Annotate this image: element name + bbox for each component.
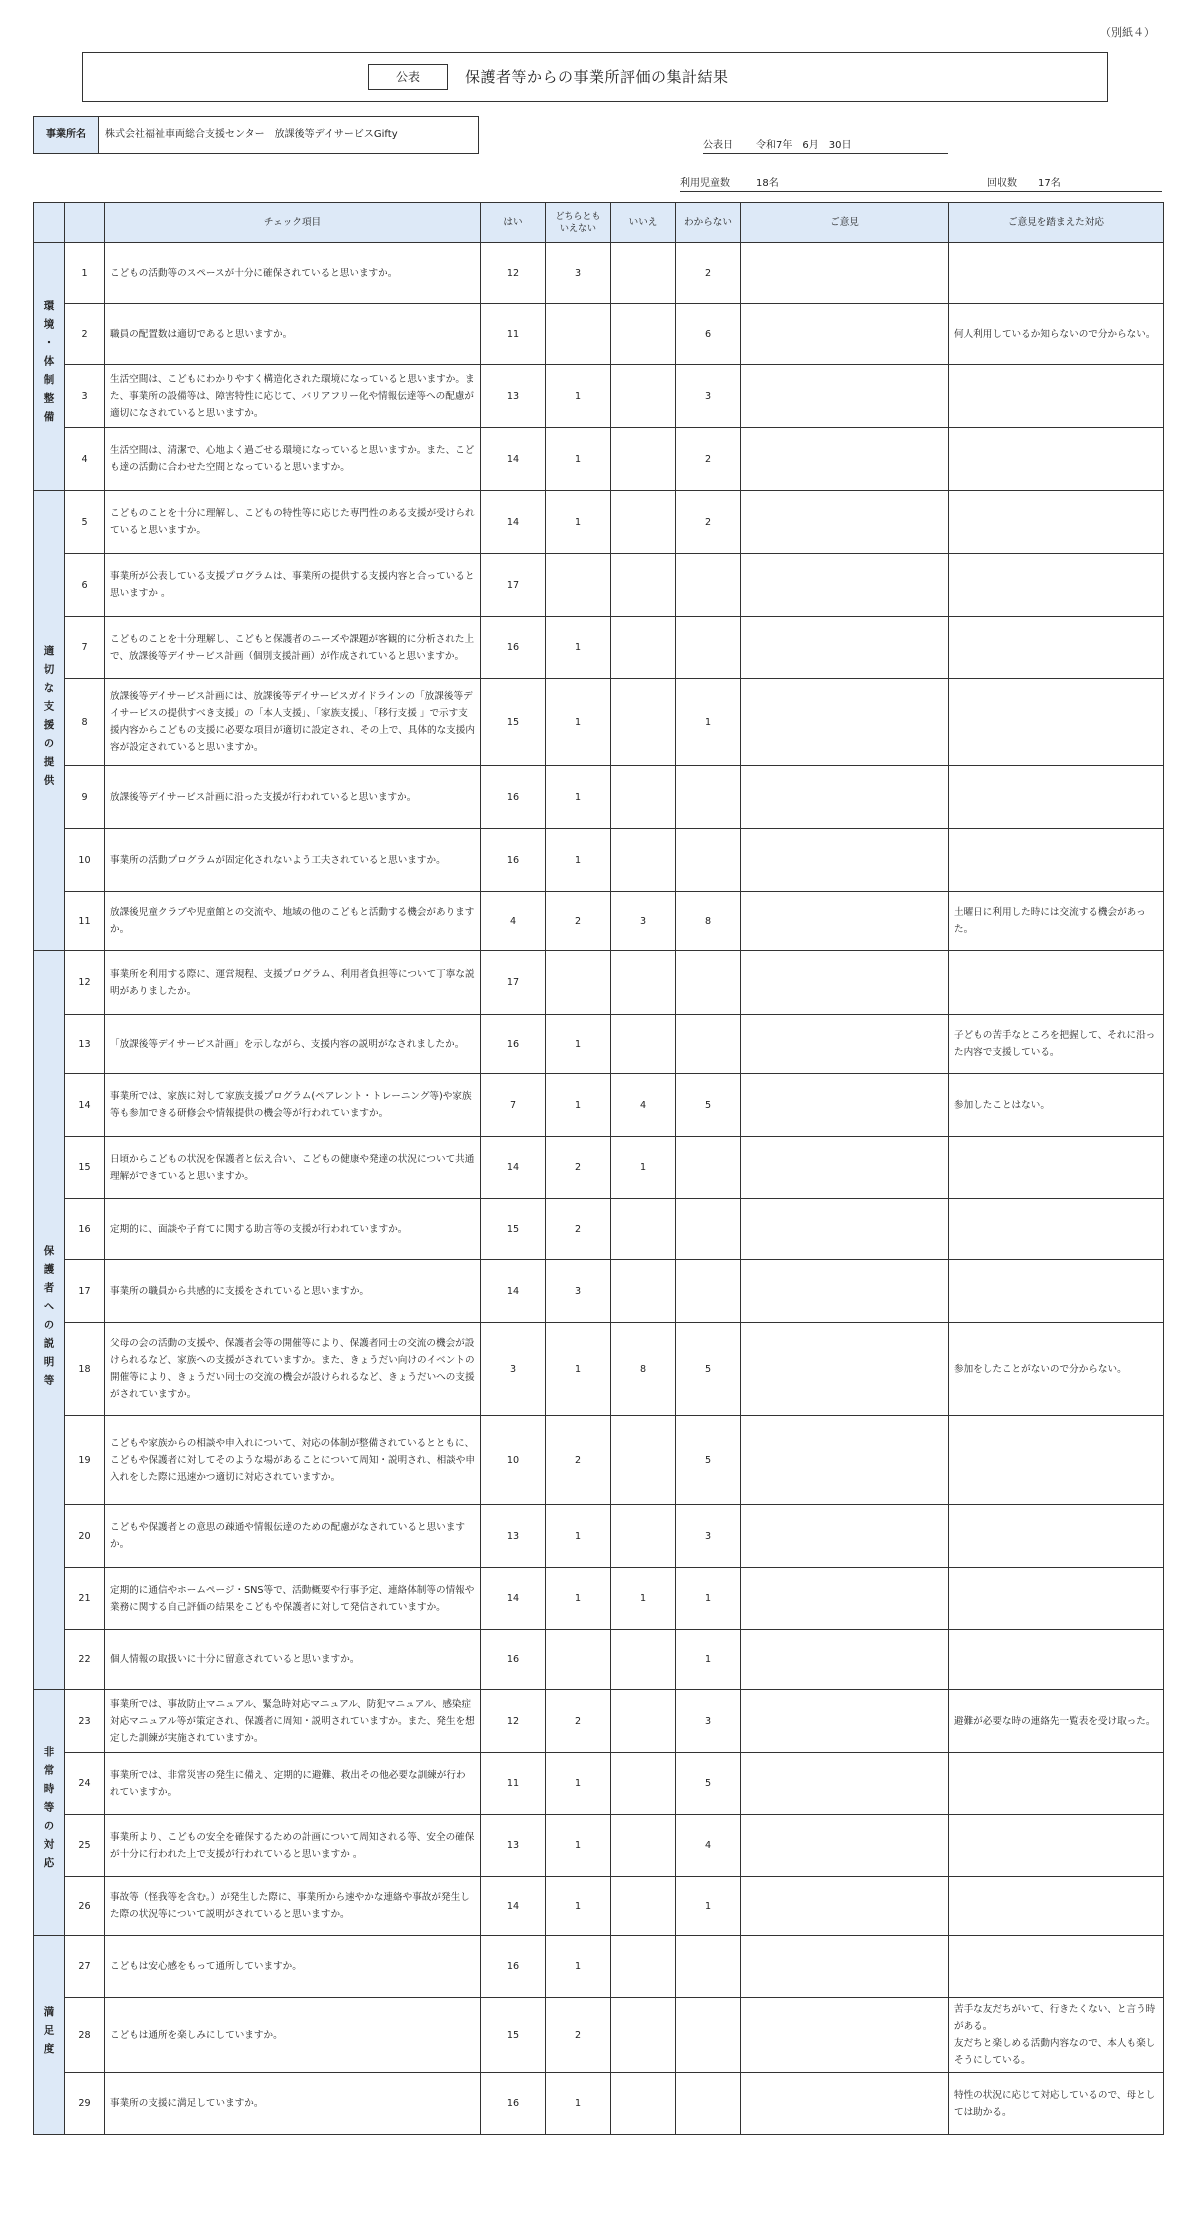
count-no <box>611 1199 676 1260</box>
opinion-cell <box>741 304 949 365</box>
count-yes: 17 <box>481 951 546 1015</box>
count-neither: 2 <box>546 1416 611 1505</box>
item-number: 6 <box>65 554 105 617</box>
header-no: いいえ <box>611 203 676 243</box>
header-number <box>65 203 105 243</box>
header-response: ご意見を踏まえた対応 <box>949 203 1164 243</box>
response-cell <box>949 554 1164 617</box>
item-number: 7 <box>65 617 105 679</box>
response-cell <box>949 365 1164 428</box>
table-row <box>34 892 1164 951</box>
responses-count-label: 回収数 <box>987 178 1017 189</box>
category-label: 保護者への説明等 <box>42 1244 55 1393</box>
response-cell <box>949 1753 1164 1815</box>
count-unknown <box>676 2073 741 2135</box>
opinion-cell <box>741 1568 949 1630</box>
opinion-cell <box>741 1323 949 1416</box>
opinion-cell <box>741 617 949 679</box>
count-neither <box>546 304 611 365</box>
count-no: 1 <box>611 1568 676 1630</box>
table-header-row <box>34 203 1164 243</box>
opinion-cell <box>741 766 949 829</box>
header-unknown: わからない <box>676 203 741 243</box>
count-unknown: 2 <box>676 491 741 554</box>
opinion-cell <box>741 365 949 428</box>
response-cell <box>949 1137 1164 1199</box>
response-cell <box>949 1815 1164 1877</box>
count-unknown: 8 <box>676 892 741 951</box>
response-cell <box>949 829 1164 892</box>
count-no <box>611 554 676 617</box>
count-yes: 10 <box>481 1416 546 1505</box>
table-row <box>34 1630 1164 1690</box>
count-unknown <box>676 1260 741 1323</box>
count-no <box>611 1015 676 1074</box>
item-number: 12 <box>65 951 105 1015</box>
category-label: 環境・体制整備 <box>42 300 55 430</box>
count-no: 4 <box>611 1074 676 1137</box>
count-yes: 15 <box>481 1998 546 2073</box>
count-neither: 1 <box>546 1074 611 1137</box>
count-unknown <box>676 1998 741 2073</box>
table-row <box>34 243 1164 304</box>
item-number: 27 <box>65 1936 105 1998</box>
item-question: こどもの活動等のスペースが十分に確保されていると思いますか。 <box>105 243 481 304</box>
count-neither: 1 <box>546 365 611 428</box>
count-no <box>611 428 676 491</box>
item-number: 16 <box>65 1199 105 1260</box>
count-yes: 14 <box>481 1877 546 1936</box>
opinion-cell <box>741 1936 949 1998</box>
opinion-cell <box>741 491 949 554</box>
table-body <box>34 243 1164 2135</box>
item-number: 25 <box>65 1815 105 1877</box>
item-number: 2 <box>65 304 105 365</box>
opinion-cell <box>741 1416 949 1505</box>
count-yes: 16 <box>481 1630 546 1690</box>
count-unknown <box>676 617 741 679</box>
item-number: 26 <box>65 1877 105 1936</box>
count-yes: 15 <box>481 679 546 766</box>
category-cell <box>34 243 65 491</box>
count-neither: 2 <box>546 1199 611 1260</box>
opinion-cell <box>741 1998 949 2073</box>
header-opinion: ご意見 <box>741 203 949 243</box>
count-unknown <box>676 951 741 1015</box>
count-yes: 17 <box>481 554 546 617</box>
item-number: 23 <box>65 1690 105 1753</box>
response-cell: 何人利用しているか知らないので分からない。 <box>949 304 1164 365</box>
count-yes: 13 <box>481 365 546 428</box>
opinion-cell <box>741 892 949 951</box>
table-row <box>34 554 1164 617</box>
count-no: 3 <box>611 892 676 951</box>
category-cell <box>34 491 65 951</box>
response-cell <box>949 243 1164 304</box>
count-yes: 12 <box>481 1690 546 1753</box>
opinion-cell <box>741 1074 949 1137</box>
count-unknown: 1 <box>676 1568 741 1630</box>
opinion-cell <box>741 243 949 304</box>
table-row <box>34 1199 1164 1260</box>
table-row <box>34 1877 1164 1936</box>
count-neither: 1 <box>546 1505 611 1568</box>
table-row <box>34 679 1164 766</box>
responses-count-value: 17名 <box>1038 178 1061 189</box>
count-neither: 1 <box>546 617 611 679</box>
item-question: 事業所では、事故防止マニュアル、緊急時対応マニュアル、防犯マニュアル、感染症対応マニュアル等が策定され、保護者に周知・説明されていますか。また、発生を想定した訓練が実施されていますか。 <box>105 1690 481 1753</box>
item-question: 父母の会の活動の支援や、保護者会等の開催等により、保護者同士の交流の機会が設けられるなど、家族への支援がされていますか。また、きょうだい向けのイベントの開催等により、きょうだい同士の交流の機会が設けられるなど、きょうだいへの支援がされていますか。 <box>105 1323 481 1416</box>
count-neither <box>546 951 611 1015</box>
count-unknown: 3 <box>676 1690 741 1753</box>
count-no <box>611 1936 676 1998</box>
table-row <box>34 491 1164 554</box>
item-number: 17 <box>65 1260 105 1323</box>
item-question: 事業所より、こどもの安全を確保するための計画について周知される等、安全の確保が十分に行われた上で支援が行われていると思いますか 。 <box>105 1815 481 1877</box>
item-number: 24 <box>65 1753 105 1815</box>
response-cell <box>949 951 1164 1015</box>
header-category <box>34 203 65 243</box>
response-cell <box>949 1199 1164 1260</box>
response-cell <box>949 1630 1164 1690</box>
count-neither: 2 <box>546 1690 611 1753</box>
page-title: 保護者等からの事業所評価の集計結果 <box>465 68 729 86</box>
item-number: 19 <box>65 1416 105 1505</box>
item-question: 事業所を利用する際に、運営規程、支援プログラム、利用者負担等について丁寧な説明がありましたか。 <box>105 951 481 1015</box>
item-number: 10 <box>65 829 105 892</box>
response-cell <box>949 617 1164 679</box>
header-neither: どちらとも いえない <box>546 203 611 243</box>
item-number: 18 <box>65 1323 105 1416</box>
count-yes: 14 <box>481 1260 546 1323</box>
count-neither: 1 <box>546 2073 611 2135</box>
table-row <box>34 1998 1164 2073</box>
opinion-cell <box>741 554 949 617</box>
opinion-cell <box>741 1260 949 1323</box>
count-unknown: 5 <box>676 1323 741 1416</box>
item-number: 5 <box>65 491 105 554</box>
count-neither <box>546 1630 611 1690</box>
users-count-label: 利用児童数 <box>680 178 730 189</box>
count-no <box>611 243 676 304</box>
count-no <box>611 1416 676 1505</box>
item-question: こどものことを十分理解し、こどもと保護者のニーズや課題が客観的に分析された上で、放課後等デイサービス計画（個別支援計画）が作成されていると思いますか。 <box>105 617 481 679</box>
item-question: こどもや家族からの相談や申入れについて、対応の体制が整備されているとともに、こどもや保護者に対してそのような場があることについて周知・説明され、相談や申入れをした際に迅速かつ適切に対応されていますか。 <box>105 1416 481 1505</box>
item-question: 事業所の職員から共感的に支援をされていると思いますか。 <box>105 1260 481 1323</box>
count-neither: 1 <box>546 1753 611 1815</box>
item-question: 放課後等デイサービス計画に沿った支援が行われていると思いますか。 <box>105 766 481 829</box>
category-label: 満足度 <box>42 2005 55 2062</box>
count-yes: 16 <box>481 617 546 679</box>
count-no <box>611 1815 676 1877</box>
publication-badge: 公表 <box>368 64 448 90</box>
response-cell <box>949 1877 1164 1936</box>
opinion-cell <box>741 1690 949 1753</box>
count-yes: 11 <box>481 1753 546 1815</box>
response-cell: 参加したことはない。 <box>949 1074 1164 1137</box>
item-question: 定期的に、面談や子育てに関する助言等の支援が行われていますか。 <box>105 1199 481 1260</box>
response-cell <box>949 428 1164 491</box>
item-number: 11 <box>65 892 105 951</box>
count-neither: 1 <box>546 428 611 491</box>
count-unknown: 2 <box>676 243 741 304</box>
count-yes: 14 <box>481 1568 546 1630</box>
survey-results-table <box>33 202 1164 2135</box>
category-cell <box>34 1690 65 1936</box>
item-number: 29 <box>65 2073 105 2135</box>
count-neither: 1 <box>546 1815 611 1877</box>
table-row <box>34 1260 1164 1323</box>
category-label: 非常時等の対応 <box>42 1746 55 1876</box>
table-row <box>34 1416 1164 1505</box>
table-row <box>34 1074 1164 1137</box>
item-question: こどもや保護者との意思の疎通や情報伝達のための配慮がなされていると思いますか。 <box>105 1505 481 1568</box>
item-question: こどもは安心感をもって通所していますか。 <box>105 1936 481 1998</box>
table-row <box>34 766 1164 829</box>
item-question: 事業所では、非常災害の発生に備え、定期的に避難、救出その他必要な訓練が行われていますか。 <box>105 1753 481 1815</box>
count-neither: 1 <box>546 829 611 892</box>
item-question: 事故等（怪我等を含む。）が発生した際に、事業所から速やかな連絡や事故が発生した際の状況等について説明がされていると思いますか。 <box>105 1877 481 1936</box>
table-row <box>34 1568 1164 1630</box>
item-question: 「放課後等デイサービス計画」を示しながら、支援内容の説明がなされましたか。 <box>105 1015 481 1074</box>
count-yes: 12 <box>481 243 546 304</box>
count-no <box>611 951 676 1015</box>
item-number: 21 <box>65 1568 105 1630</box>
counts-row <box>680 172 1162 192</box>
count-no: 1 <box>611 1137 676 1199</box>
table-row <box>34 829 1164 892</box>
opinion-cell <box>741 428 949 491</box>
table-row <box>34 1323 1164 1416</box>
category-cell <box>34 1936 65 2135</box>
opinion-cell <box>741 679 949 766</box>
item-number: 3 <box>65 365 105 428</box>
response-cell <box>949 1260 1164 1323</box>
count-yes: 13 <box>481 1815 546 1877</box>
count-yes: 11 <box>481 304 546 365</box>
item-question: こどもは通所を楽しみにしていますか。 <box>105 1998 481 2073</box>
item-number: 28 <box>65 1998 105 2073</box>
count-neither: 3 <box>546 243 611 304</box>
count-yes: 16 <box>481 766 546 829</box>
count-unknown <box>676 829 741 892</box>
count-no <box>611 1998 676 2073</box>
count-unknown: 4 <box>676 1815 741 1877</box>
count-unknown: 3 <box>676 365 741 428</box>
count-neither: 1 <box>546 679 611 766</box>
count-unknown <box>676 1137 741 1199</box>
opinion-cell <box>741 951 949 1015</box>
count-unknown <box>676 1199 741 1260</box>
count-unknown: 1 <box>676 1877 741 1936</box>
count-neither: 2 <box>546 892 611 951</box>
item-number: 13 <box>65 1015 105 1074</box>
category-cell <box>34 951 65 1690</box>
count-neither: 1 <box>546 1015 611 1074</box>
count-unknown: 5 <box>676 1416 741 1505</box>
table-row <box>34 365 1164 428</box>
item-number: 20 <box>65 1505 105 1568</box>
count-unknown: 1 <box>676 1630 741 1690</box>
item-number: 8 <box>65 679 105 766</box>
response-cell <box>949 1416 1164 1505</box>
table-row <box>34 951 1164 1015</box>
item-question: 放課後児童クラブや児童館との交流や、地域の他のこどもと活動する機会がありますか。 <box>105 892 481 951</box>
item-question: 職員の配置数は適切であると思いますか。 <box>105 304 481 365</box>
count-no <box>611 1877 676 1936</box>
count-no <box>611 829 676 892</box>
publication-date: 令和7年 6月 30日 <box>756 140 852 151</box>
count-yes: 7 <box>481 1074 546 1137</box>
item-number: 4 <box>65 428 105 491</box>
count-yes: 3 <box>481 1323 546 1416</box>
opinion-cell <box>741 1505 949 1568</box>
count-no <box>611 617 676 679</box>
count-unknown <box>676 1936 741 1998</box>
category-label: 適切な支援の提供 <box>42 645 55 793</box>
response-cell <box>949 1505 1164 1568</box>
count-no <box>611 1260 676 1323</box>
response-cell <box>949 679 1164 766</box>
response-cell: 苦手な友だちがいて、行きたくない、と言う時がある。 友だちと楽しめる活動内容なので、本人も楽しそうにしている。 <box>949 1998 1164 2073</box>
publication-date-label: 公表日 <box>703 140 733 151</box>
response-cell: 子どもの苦手なところを把握して、それに沿った内容で支援している。 <box>949 1015 1164 1074</box>
opinion-cell <box>741 1815 949 1877</box>
table-row <box>34 1137 1164 1199</box>
table-row <box>34 2073 1164 2135</box>
response-cell: 参加をしたことがないので分からない。 <box>949 1323 1164 1416</box>
count-unknown: 6 <box>676 304 741 365</box>
item-question: 事業所が公表している支援プログラムは、事業所の提供する支援内容と合っていると思いますか 。 <box>105 554 481 617</box>
count-neither: 1 <box>546 766 611 829</box>
table-row <box>34 1505 1164 1568</box>
item-number: 15 <box>65 1137 105 1199</box>
count-neither: 2 <box>546 1998 611 2073</box>
item-question: 生活空間は、清潔で、心地よく過ごせる環境になっていると思いますか。また、こども達の活動に合わせた空間となっていると思いますか。 <box>105 428 481 491</box>
item-number: 22 <box>65 1630 105 1690</box>
item-number: 14 <box>65 1074 105 1137</box>
item-question: 個人情報の取扱いに十分に留意されていると思いますか。 <box>105 1630 481 1690</box>
item-number: 1 <box>65 243 105 304</box>
count-no <box>611 1630 676 1690</box>
table-row <box>34 1015 1164 1074</box>
users-count-value: 18名 <box>756 178 779 189</box>
count-yes: 16 <box>481 1015 546 1074</box>
publication-date-row <box>703 134 948 154</box>
count-yes: 16 <box>481 829 546 892</box>
opinion-cell <box>741 1015 949 1074</box>
count-yes: 4 <box>481 892 546 951</box>
annex-label: （別紙４） <box>1100 26 1155 39</box>
count-neither <box>546 554 611 617</box>
opinion-cell <box>741 1877 949 1936</box>
table-row <box>34 1753 1164 1815</box>
count-no <box>611 766 676 829</box>
item-question: 事業所の活動プログラムが固定化されないよう工夫されていると思いますか。 <box>105 829 481 892</box>
count-neither: 1 <box>546 1936 611 1998</box>
office-name-label: 事業所名 <box>33 116 99 154</box>
count-no <box>611 1753 676 1815</box>
table-row <box>34 1936 1164 1998</box>
item-question: 日頃からこどもの状況を保護者と伝え合い、こどもの健康や発達の状況について共通理解ができていると思いますか。 <box>105 1137 481 1199</box>
count-unknown: 5 <box>676 1753 741 1815</box>
count-neither: 1 <box>546 1877 611 1936</box>
count-yes: 14 <box>481 1137 546 1199</box>
table-row <box>34 1815 1164 1877</box>
item-question: 定期的に通信やホームページ・SNS等で、活動概要や行事予定、連絡体制等の情報や業務に関する自己評価の結果をこどもや保護者に対して発信されていますか。 <box>105 1568 481 1630</box>
count-neither: 3 <box>546 1260 611 1323</box>
header-yes: はい <box>481 203 546 243</box>
count-no <box>611 1505 676 1568</box>
count-no <box>611 1690 676 1753</box>
count-no <box>611 679 676 766</box>
count-no <box>611 365 676 428</box>
count-unknown: 2 <box>676 428 741 491</box>
count-unknown <box>676 766 741 829</box>
item-question: 事業所では、家族に対して家族支援プログラム(ペアレント・トレーニング等)や家族等も参加できる研修会や情報提供の機会等が行われていますか。 <box>105 1074 481 1137</box>
count-unknown: 1 <box>676 679 741 766</box>
table-row <box>34 304 1164 365</box>
response-cell <box>949 491 1164 554</box>
response-cell: 避難が必要な時の連絡先一覧表を受け取った。 <box>949 1690 1164 1753</box>
item-number: 9 <box>65 766 105 829</box>
count-neither: 1 <box>546 1568 611 1630</box>
count-yes: 16 <box>481 1936 546 1998</box>
item-question: 放課後等デイサービス計画には、放課後等デイサービスガイドラインの「放課後等デイサービスの提供すべき支援」の「本人支援」、「家族支援」、「移行支援 」で示す支援内容からこどもの支援に必要な項目が適切に設定され、その上で、具体的な支援内容が設定されていると思いますか。 <box>105 679 481 766</box>
count-no <box>611 491 676 554</box>
header-check-item: チェック項目 <box>105 203 481 243</box>
table-row <box>34 428 1164 491</box>
opinion-cell <box>741 1137 949 1199</box>
count-yes: 14 <box>481 491 546 554</box>
count-no <box>611 304 676 365</box>
count-neither: 2 <box>546 1137 611 1199</box>
response-cell <box>949 766 1164 829</box>
count-no <box>611 2073 676 2135</box>
count-unknown <box>676 554 741 617</box>
count-unknown <box>676 1015 741 1074</box>
item-question: 事業所の支援に満足していますか。 <box>105 2073 481 2135</box>
opinion-cell <box>741 1753 949 1815</box>
opinion-cell <box>741 2073 949 2135</box>
count-unknown: 3 <box>676 1505 741 1568</box>
response-cell <box>949 1568 1164 1630</box>
response-cell: 特性の状況に応じて対応しているので、母としては助かる。 <box>949 2073 1164 2135</box>
count-neither: 1 <box>546 1323 611 1416</box>
opinion-cell <box>741 1630 949 1690</box>
response-cell: 土曜日に利用した時には交流する機会があった。 <box>949 892 1164 951</box>
count-neither: 1 <box>546 491 611 554</box>
response-cell <box>949 1936 1164 1998</box>
table-row <box>34 617 1164 679</box>
table-row <box>34 1690 1164 1753</box>
title-box <box>82 52 1108 102</box>
count-yes: 14 <box>481 428 546 491</box>
count-unknown: 5 <box>676 1074 741 1137</box>
item-question: こどものことを十分に理解し、こどもの特性等に応じた専門性のある支援が受けられていると思いますか。 <box>105 491 481 554</box>
office-name: 株式会社福祉車両総合支援センター 放課後等デイサービスGifty <box>99 116 479 154</box>
count-no: 8 <box>611 1323 676 1416</box>
item-question: 生活空間は、こどもにわかりやすく構造化された環境になっていると思いますか。また、事業所の設備等は、障害特性に応じて、バリアフリー化や情報伝達等への配慮が適切になされていると思いますか。 <box>105 365 481 428</box>
count-yes: 16 <box>481 2073 546 2135</box>
count-yes: 13 <box>481 1505 546 1568</box>
opinion-cell <box>741 829 949 892</box>
count-yes: 15 <box>481 1199 546 1260</box>
opinion-cell <box>741 1199 949 1260</box>
